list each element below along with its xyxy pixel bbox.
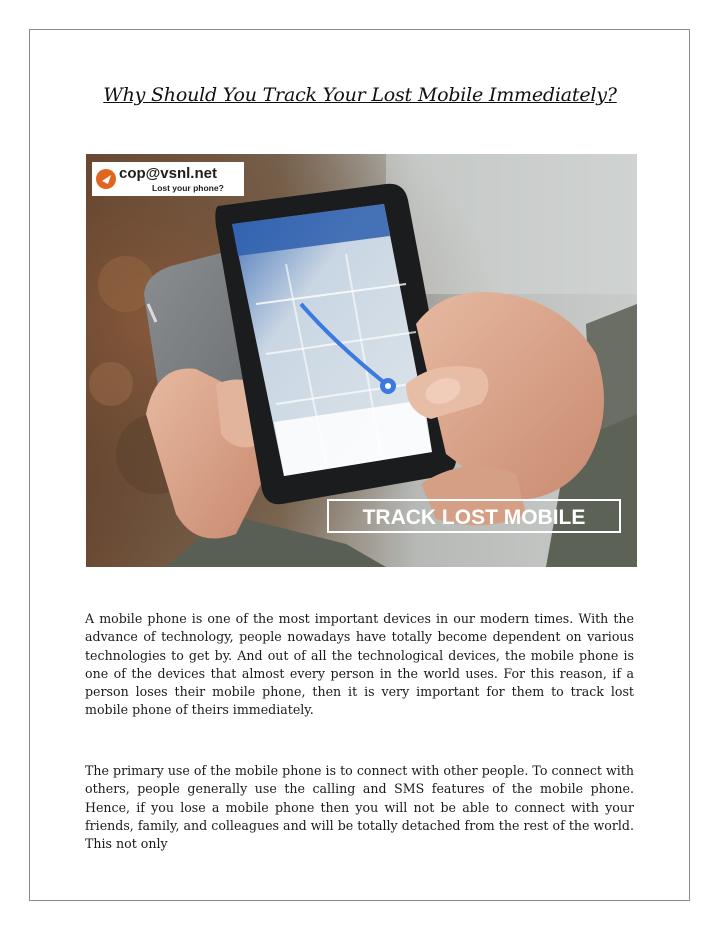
- body-paragraph-1: A mobile phone is one of the most important devices in our modern times. With the advance of technology, people nowadays have totally become dependent on various technologies to get by. And out of all the technological devices, the mobile phone is one of the devices that almost every person in the world uses. For this reason, if a person loses their mobile phone, then it is very important for them to track lost mobile phone of theirs immediately.: [85, 611, 634, 718]
- hero-image: [86, 154, 637, 567]
- overlay-caption: TRACK LOST MOBILE: [362, 506, 586, 529]
- body-paragraph-2: The primary use of the mobile phone is to connect with other people. To connect with others, people generally use the calling and SMS features of the mobile phone. Hence, if you lose a mobile phone then you will not be able to connect with your friends, family, and colleagues and will be totally detached from the rest of the world. This not only: [85, 763, 634, 852]
- logo-tagline: Lost your phone?: [152, 183, 224, 193]
- location-pin-icon: [96, 169, 116, 189]
- document-title: Why Should You Track Your Lost Mobile Immediately?: [103, 84, 617, 106]
- logo-brand: cop@vsnl.net: [119, 165, 217, 182]
